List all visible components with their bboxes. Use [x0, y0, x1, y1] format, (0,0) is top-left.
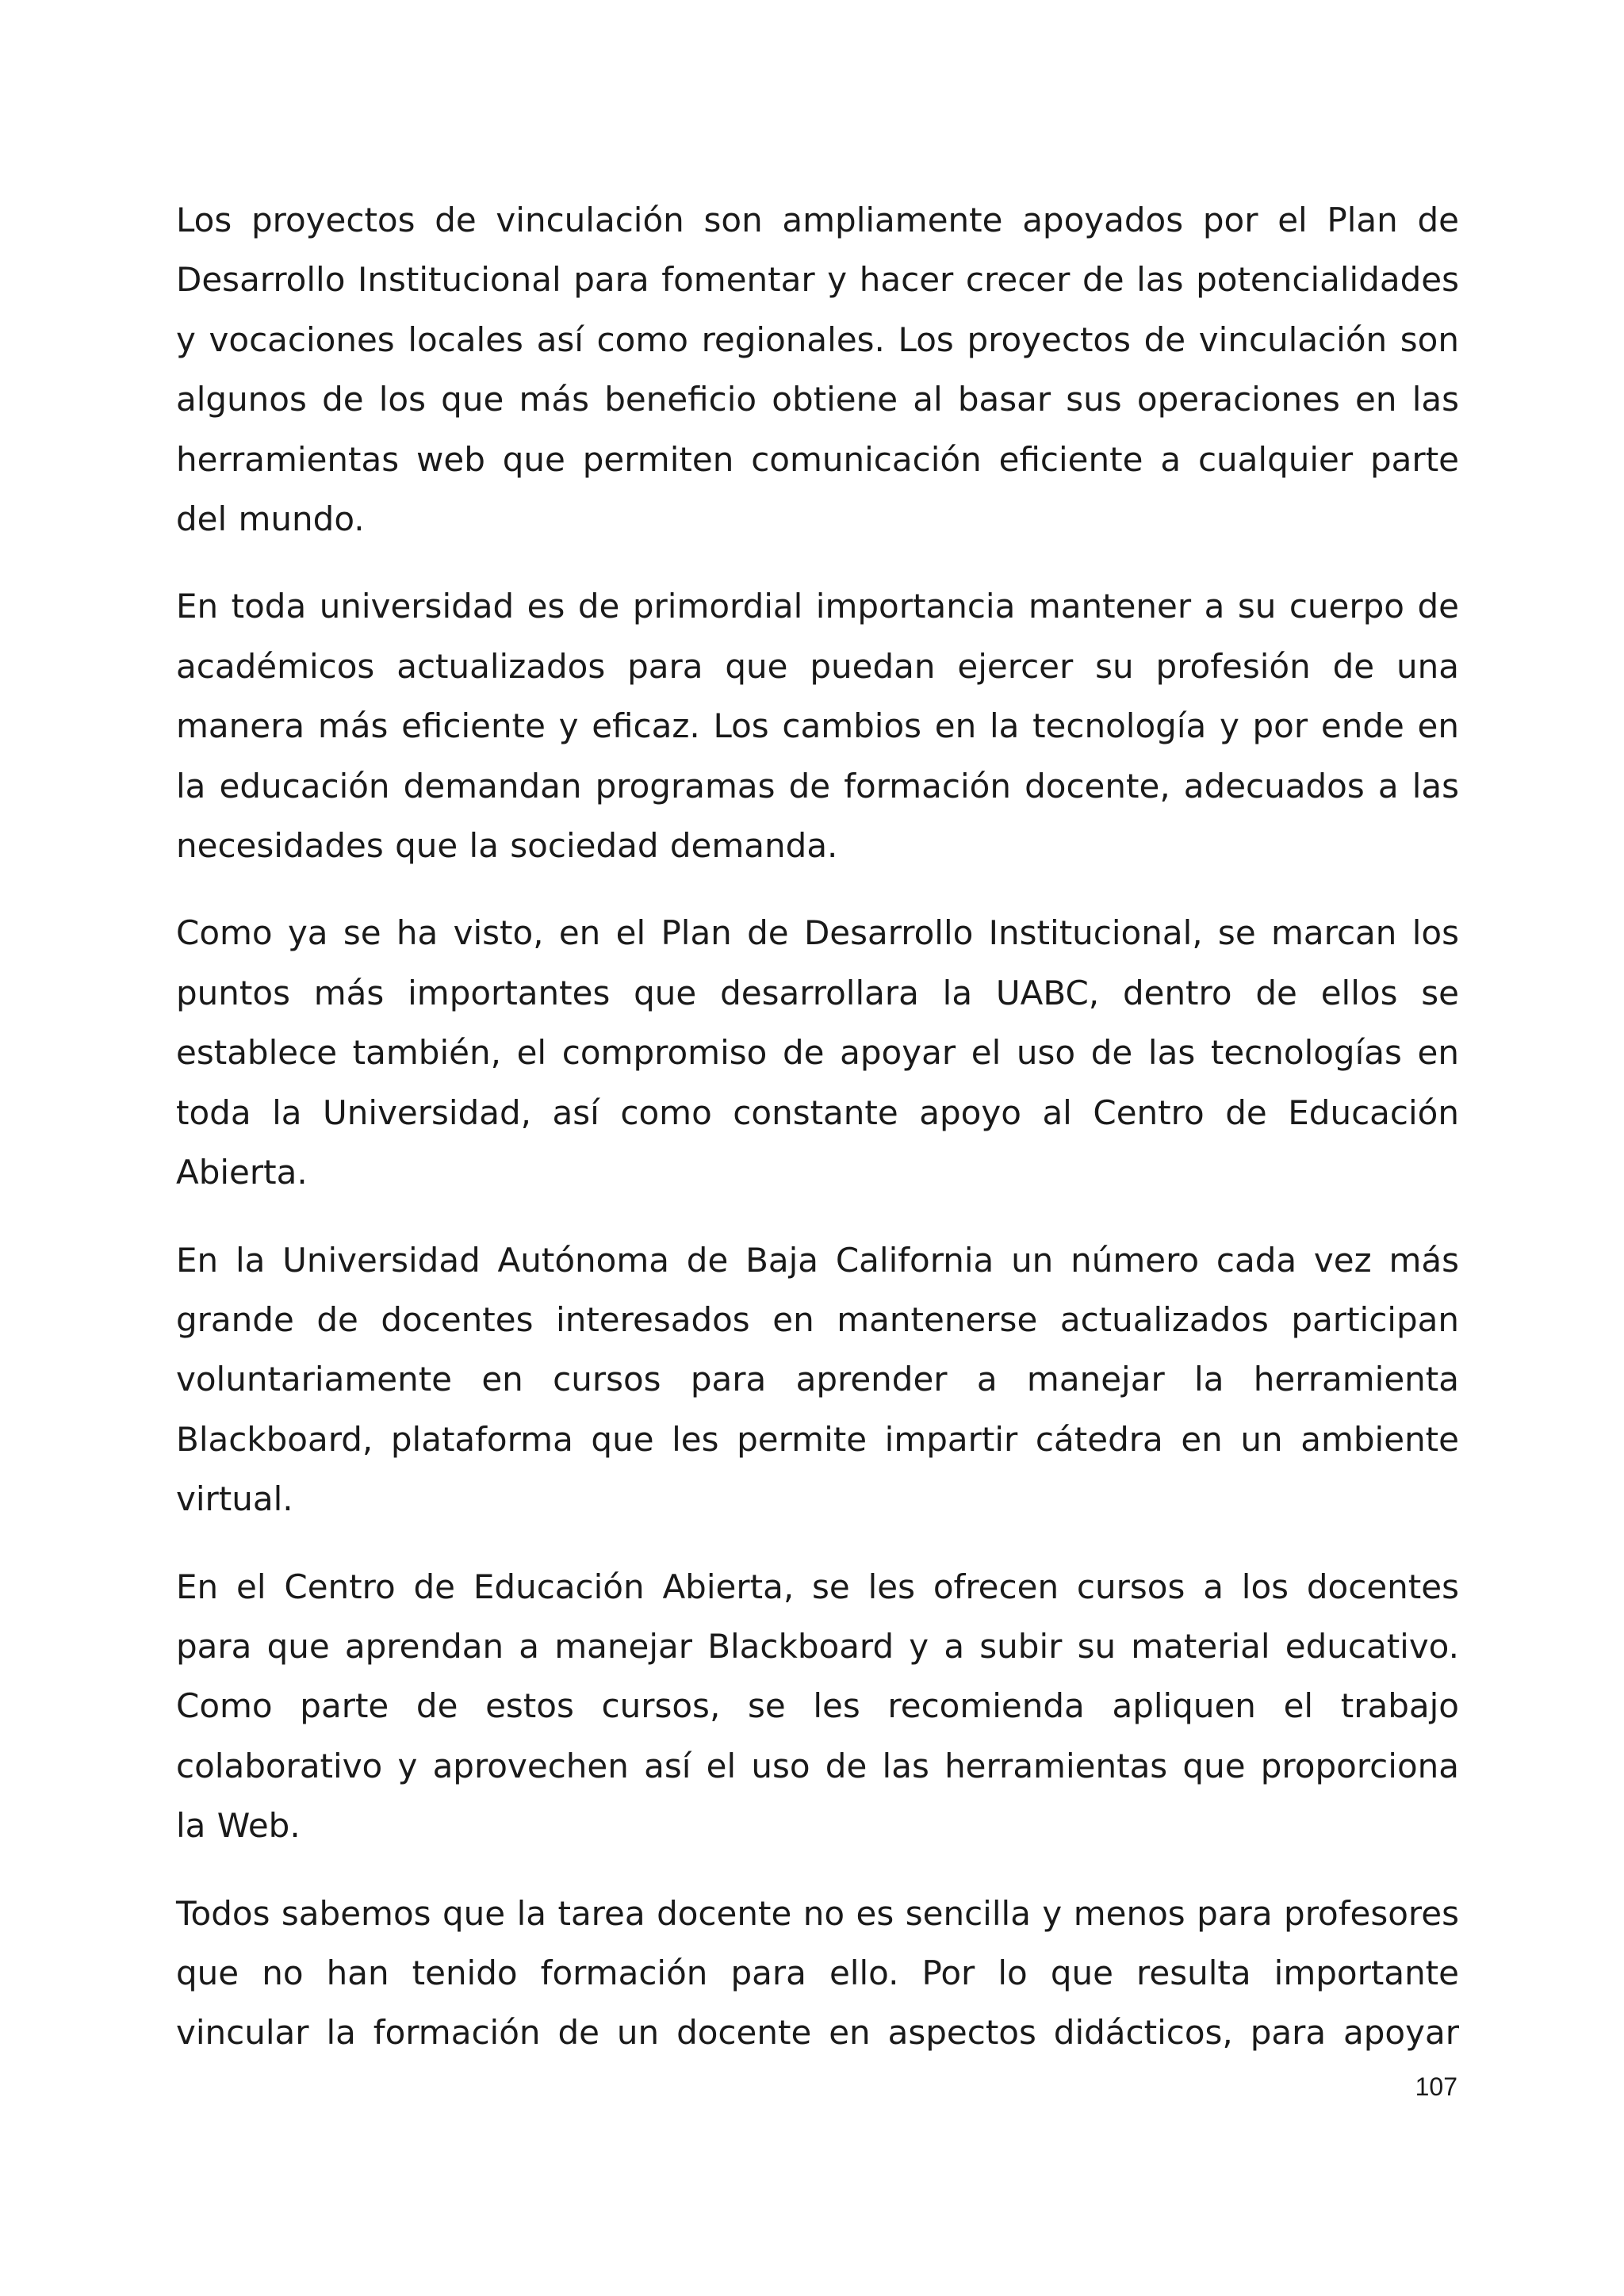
paragraph-uabc-docentes: En la Universidad Autónoma de Baja California un número cada vez más grande de docentes interesados en mantenerse actualizados participan voluntariamente en cursos para aprender a manejar la herramienta Blackboard, plataforma que les permite impartir cátedra en un ambiente virtual. — [176, 1240, 1459, 1519]
paragraph-plan-desarrollo: Como ya se ha visto, en el Plan de Desarrollo Institucional, se marcan los puntos más importantes que desarrollara la UABC, dentro de ellos se establece también, el compromiso de apoyar el uso de las tecnologías en toda la Universidad, así como constante apoyo al Centro de Educación Abierta. — [176, 913, 1459, 1192]
paragraph-centro-educacion: En el Centro de Educación Abierta, se les ofrecen cursos a los docentes para que aprendan a manejar Blackboard y a subir su material educativo. Como parte de estos cursos, se les recomienda apliquen el trabajo colaborativo y aprovechen así el uso de las herramientas que proporciona la Web. — [176, 1567, 1459, 1846]
page-number: 107 — [1415, 2072, 1457, 2101]
body-text — [176, 190, 1459, 2091]
paragraph-vinculacion: Los proyectos de vinculación son ampliamente apoyados por el Plan de Desarrollo Institucional para fomentar y hacer crecer de las potencialidades y vocaciones locales así como regionales. Los proyectos de vinculación son algunos de los que más beneficio obtiene al basar sus operaciones en las herramientas web que permiten comunicación eficiente a cualquier parte del mundo. — [176, 201, 1459, 539]
paragraph-academicos: En toda universidad es de primordial importancia mantener a su cuerpo de académicos actualizados para que puedan ejercer su profesión de una manera más eficiente y eficaz. Los cambios en la tecnología y por ende en la educación demandan programas de formación docente, adecuados a las necesidades que la sociedad demanda. — [176, 587, 1459, 866]
paragraph-tarea-docente: Todos sabemos que la tarea docente no es sencilla y menos para profesores que no han tenido formación para ello. Por lo que resulta importante vincular la formación de un docente en aspectos didácticos, para apoyar — [176, 1893, 1459, 2053]
